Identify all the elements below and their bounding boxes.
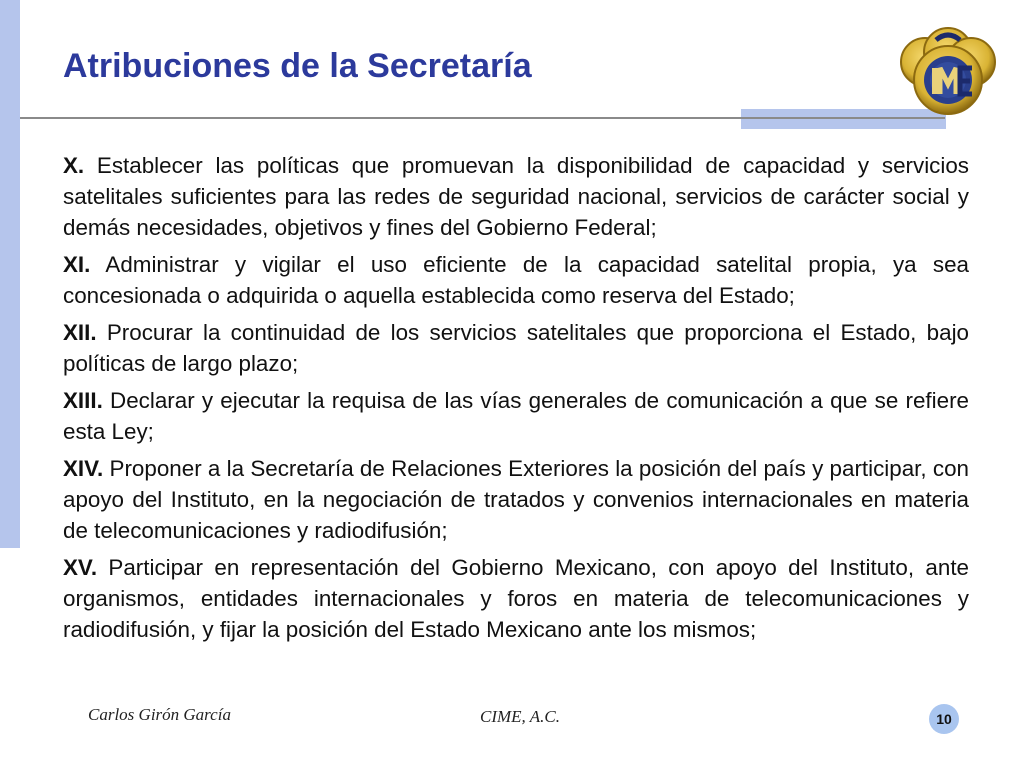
item-numeral: X. (63, 153, 85, 178)
title-divider (20, 117, 945, 119)
footer-organization: CIME, A.C. (480, 707, 560, 726)
item-text: Procurar la continuidad de los servicios satelitales que proporciona el Estado, bajo políticas de largo plazo; (63, 320, 969, 376)
list-item (63, 249, 969, 311)
footer-author: Carlos Girón García (88, 705, 231, 724)
item-text: Establecer las políticas que promuevan la disponibilidad de capacidad y servicios satelitales suficientes para las redes de seguridad nacional, servicios de carácter social y demás necesidades, objetivos y fines del Gobierno Federal; (63, 153, 969, 240)
item-numeral: XIII. (63, 388, 103, 413)
list-item (63, 385, 969, 447)
list-item (63, 453, 969, 546)
item-text: Declarar y ejecutar la requisa de las vías generales de comunicación a que se refiere esta Ley; (63, 388, 969, 444)
page-number-badge: 10 (929, 704, 959, 734)
item-numeral: XV. (63, 555, 98, 580)
attributions-list (63, 150, 969, 651)
item-numeral: XII. (63, 320, 97, 345)
cime-logo-icon (892, 22, 1004, 122)
slide-title: Atribuciones de la Secretaría (63, 47, 532, 85)
item-numeral: XIV. (63, 456, 104, 481)
left-accent-bar (0, 0, 20, 548)
list-item (63, 317, 969, 379)
item-numeral: XI. (63, 252, 91, 277)
item-text: Proponer a la Secretaría de Relaciones Exteriores la posición del país y participar, con apoyo del Instituto, en la negociación de tratados y convenios internacionales en materia de telecomunicaciones y radiodifusión; (63, 456, 969, 543)
list-item (63, 552, 969, 645)
list-item (63, 150, 969, 243)
item-text: Administrar y vigilar el uso eficiente de la capacidad satelital propia, ya sea concesionada o adquirida o aquella establecida como reserva del Estado; (63, 252, 969, 308)
item-text: Participar en representación del Gobierno Mexicano, con apoyo del Instituto, ante organismos, entidades internacionales y foros en materia de telecomunicaciones y radiodifusión, y fijar la posición del Estado Mexicano ante los mismos; (63, 555, 969, 642)
